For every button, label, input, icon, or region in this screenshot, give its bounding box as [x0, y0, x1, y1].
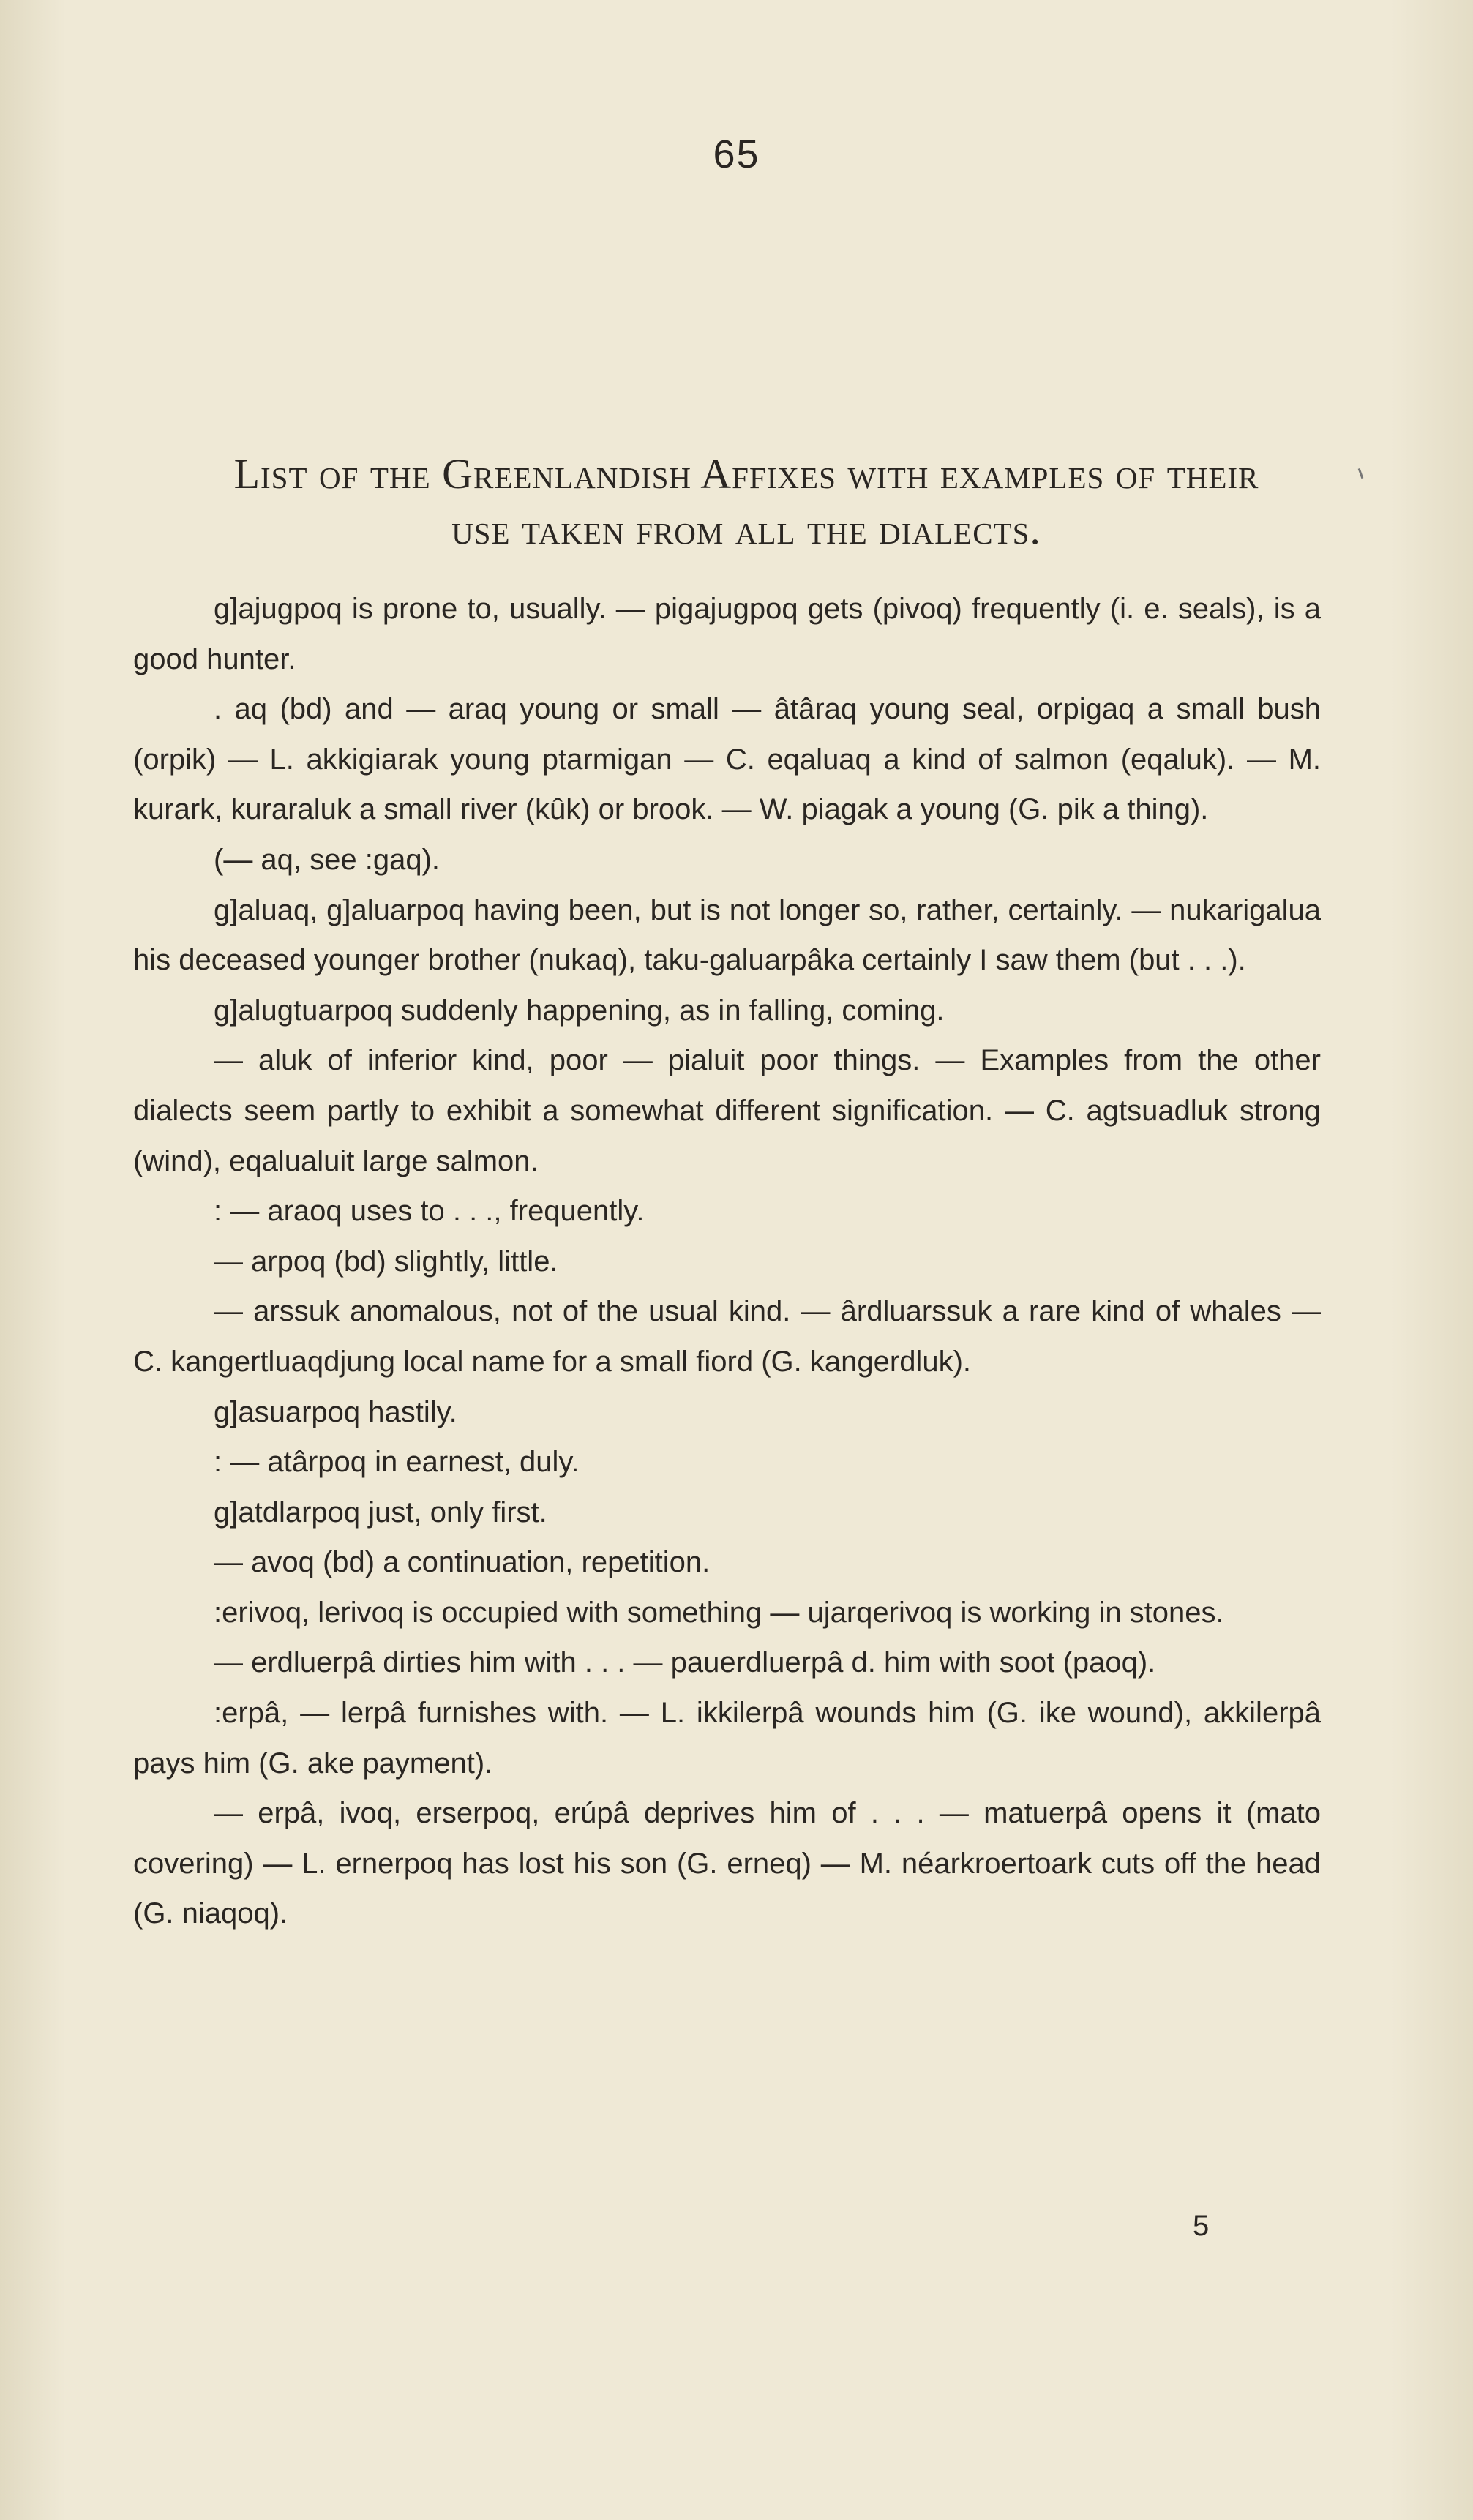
signature-mark: 5 — [1193, 2210, 1210, 2242]
entry-asuarpoq: g]asuarpoq hastily. — [214, 1395, 457, 1428]
entry-erpa-furnishes: :erpâ, — lerpâ furnishes with. — L. ikkilerpâ wounds him (G. ike wound), akkilerpâ pays him (G. ake payment). — [133, 1697, 1321, 1780]
entry-aluk: — aluk of inferior kind, poor — pialuit poor things. — Examples from the other dialects seem partly to exhibit a somewhat different signification. — C. agtsuadluk strong (wind), eqalualuit large salmon. — [133, 1044, 1321, 1177]
entry-araoq: : — araoq uses to . . ., frequently. — [214, 1195, 645, 1228]
entry-atdlarpoq: g]atdlarpoq just, only first. — [214, 1496, 547, 1529]
entry-aq-see-gaq: (— aq, see :gaq). — [214, 843, 441, 876]
entry-alugtuarpoq: g]alugtuarpoq suddenly happening, as in falling, coming. — [214, 994, 945, 1027]
entry-avoq: — avoq (bd) a continuation, repetition. — [214, 1546, 711, 1579]
entry-atarpoq: : — atârpoq in earnest, duly. — [214, 1446, 580, 1479]
page-title — [124, 446, 1368, 558]
entry-erpa-deprives: — erpâ, ivoq, erserpoq, erúpâ deprives him of . . . — matuerpâ opens it (mato covering) — L. ernerpoq has lost his son (G. erneq) — M. néarkroertoark cuts off the head (G. niaqoq). — [133, 1797, 1321, 1930]
affix-list — [133, 584, 1321, 1939]
title-line-2: use taken from all the dialects. — [451, 506, 1041, 553]
title-line-1: List of the Greenlandish Affixes with examples of their — [233, 450, 1259, 498]
entry-aluaq: g]aluaq, g]aluarpoq having been, but is not longer so, rather, certainly. — nukarigalua his deceased younger brother (nukaq), taku-galuarpâka certainly I saw them (but . . .). — [133, 893, 1321, 977]
page-number: 65 — [713, 132, 760, 176]
entry-arssuk: — arssuk anomalous, not of the usual kind. — ârdluarssuk a rare kind of whales — C. kangertluaqdjung local name for a small fiord (G. kangerdluk). — [133, 1295, 1321, 1378]
entry-erivoq: :erivoq, lerivoq is occupied with something — ujarqerivoq is working in stones. — [214, 1596, 1224, 1629]
entry-erdluerpa: — erdluerpâ dirties him with . . . — pauerdluerpâ d. him with soot (paoq). — [214, 1646, 1156, 1679]
entry-ajugpoq: g]ajugpoq is prone to, usually. — pigajugpoq gets (pivoq) frequently (i. e. seals), is a good hunter. — [133, 593, 1321, 675]
entry-arpoq: — arpoq (bd) slightly, little. — [214, 1245, 558, 1278]
entry-aq: . aq (bd) and — araq young or small — âtâraq young seal, orpigaq a small bush (orpik) — L. akkigiarak young ptarmigan — C. eqaluaq a kind of salmon (eqaluk). — M. kurark, kuraraluk a small river (kûk) or brook. — W. piagak a young (G. pik a thing). — [133, 693, 1321, 826]
